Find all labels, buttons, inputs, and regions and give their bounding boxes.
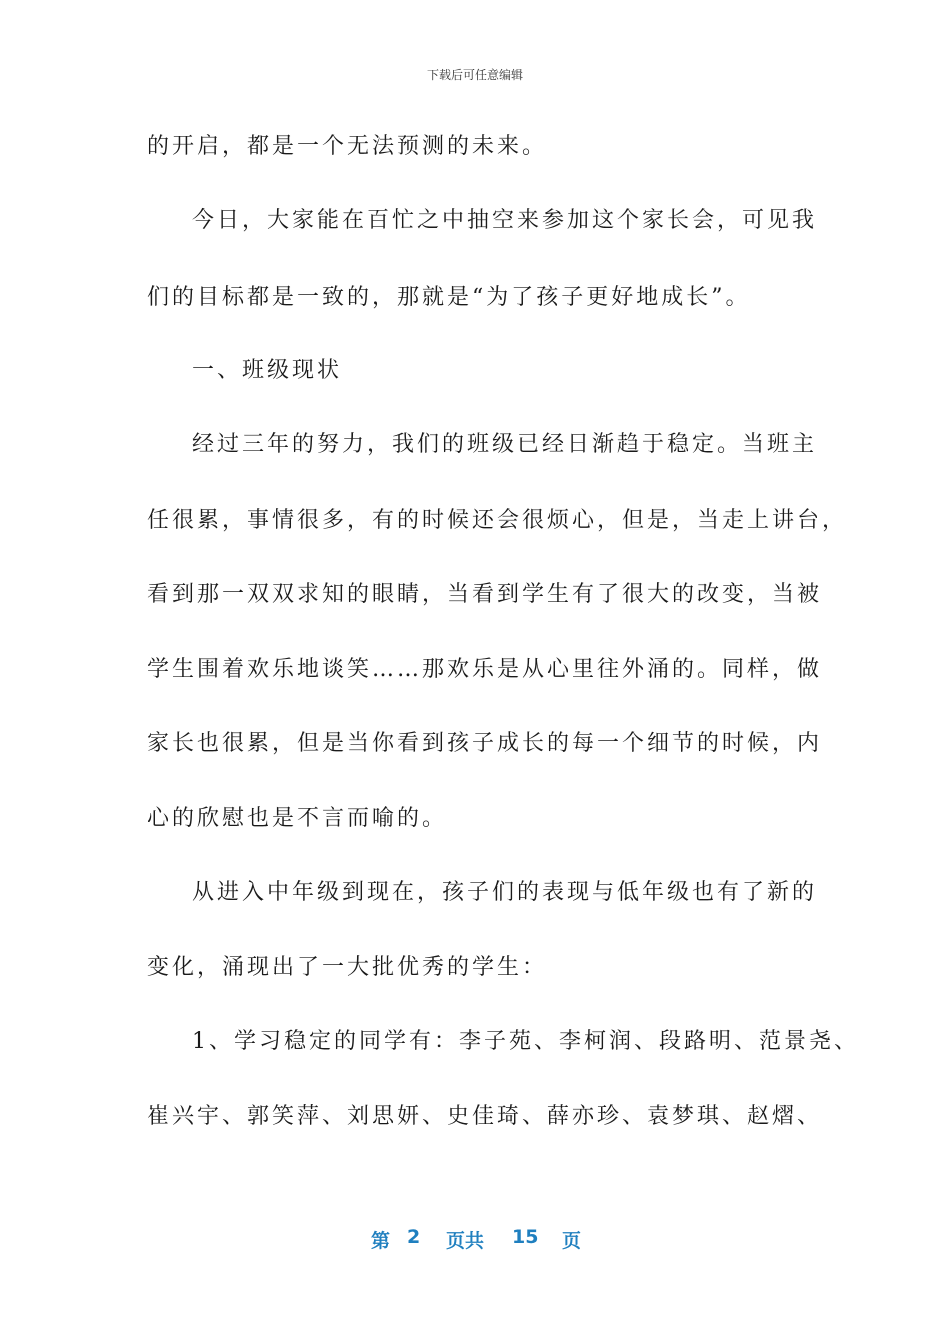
body-line-13: 1、学习稳定的同学有：李子苑、李柯润、段路明、范景尧、	[192, 1029, 859, 1054]
page-footer	[0, 1226, 950, 1254]
body-line-7: 看到那一双双求知的眼睛，当看到学生有了很大的改变，当被	[147, 582, 823, 607]
body-line-5: 经过三年的努力，我们的班级已经日渐趋于稳定。当班主	[192, 432, 818, 457]
body-line-14: 崔兴宇、郭笑萍、刘思妍、史佳琦、薛亦珍、袁梦琪、赵熠、	[147, 1104, 823, 1129]
footer-page-prefix: 第	[371, 1230, 391, 1252]
page-header: 下载后可任意编辑	[426, 68, 523, 82]
footer-page-suffix: 页	[562, 1230, 582, 1252]
body-line-10: 心的欣慰也是不言而喻的。	[147, 806, 448, 831]
body-line-12: 变化，涌现出了一大批优秀的学生：	[147, 955, 548, 980]
body-line-2: 今日，大家能在百忙之中抽空来参加这个家长会，可见我	[192, 208, 818, 233]
body-line-9: 家长也很累，但是当你看到孩子成长的每一个细节的时候，内	[147, 731, 823, 756]
body-line-8: 学生围着欢乐地谈笑……那欢乐是从心里往外涌的。同样，做	[147, 657, 823, 682]
section-heading: 一、班级现状	[192, 358, 343, 383]
body-line-3: 们的目标都是一致的，那就是“为了孩子更好地成长”。	[147, 285, 751, 310]
footer-total-pages: 15	[512, 1226, 539, 1248]
footer-current-page: 2	[407, 1226, 421, 1248]
body-line-6: 任很累，事情很多，有的时候还会很烦心，但是，当走上讲台，	[147, 508, 848, 533]
body-line-11: 从进入中年级到现在，孩子们的表现与低年级也有了新的	[192, 880, 818, 905]
body-line-1: 的开启，都是一个无法预测的未来。	[147, 134, 548, 159]
footer-page-mid: 页共	[446, 1230, 485, 1252]
